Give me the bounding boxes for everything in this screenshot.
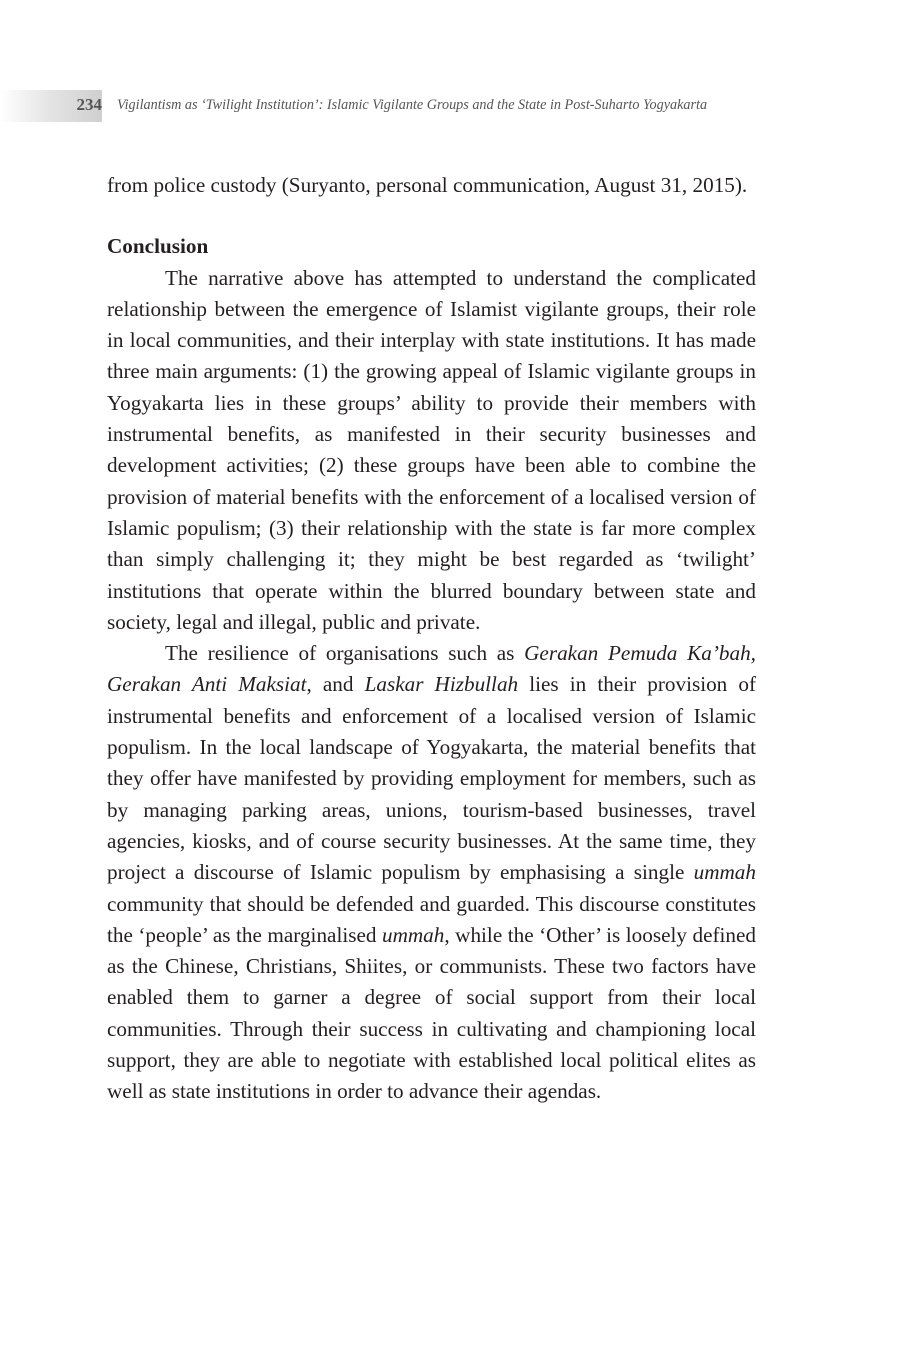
body-text xyxy=(107,170,756,1108)
section-heading: Conclusion xyxy=(107,234,209,259)
paragraph-2-text-3: lies in their provision of instrumental benefits and enforcement of a localised version of Islamic populism. In the local landscape of Yogyakarta, the material benefits that they offer have manifested by providing employment for members, such as by managing parking areas, unions, tourism-based businesses, travel agencies, kiosks, and of course security businesses. At the same time, they project a discourse of Islamic populism by emphasising a single xyxy=(107,672,757,885)
page-number: 234 xyxy=(76,95,102,114)
paragraph-2-text-2: , and xyxy=(306,672,365,697)
paragraph-2-text-1: The resilience of organisations such as xyxy=(165,641,525,666)
paragraph-2-italic-2: Laskar Hizbullah xyxy=(364,672,519,697)
paragraph-2-text-4: community that should be defended and guarded. This discourse constitutes the ‘people’ as the marginalised xyxy=(107,891,756,947)
paragraph-2-italic-1: Gerakan Pemuda Ka’bah, Gerakan Anti Maksiat xyxy=(107,641,756,697)
paragraph-2-italic-3: ummah xyxy=(693,860,756,885)
carryover-paragraph: from police custody (Suryanto, personal communication, August 31, 2015). xyxy=(107,173,748,197)
paragraph-2-italic-4: ummah xyxy=(381,922,445,947)
paragraph-2-text-5: , while the ‘Other’ is loosely defined as the Chinese, Christians, Shiites, or communists. These two factors have enabled them to garner a degree of social support from their local communities. Through their success in cultivating and championing local support, they are able to negotiate with established local political elites as well as state institutions in order to advance their agendas. xyxy=(107,922,757,1104)
paragraph-1: The narrative above has attempted to understand the complicated relationship between the emergence of Islamist vigilante groups, their role in local communities, and their interplay with state institutions. It has made three main arguments: (1) the growing appeal of Islamic vigilante groups in Yogyakarta lies in these groups’ ability to provide their members with instrumental benefits, as manifested in their security businesses and development activities; (2) these groups have been able to combine the provision of material benefits with the enforcement of a localised version of Islamic populism; (3) their relationship with the state is far more complex than simply challenging it; they might be best regarded as ‘twilight’ institutions that operate within the blurred boundary between state and society, legal and illegal, public and private. xyxy=(107,265,756,634)
running-title: Vigilantism as ‘Twilight Institution’: Islamic Vigilante Groups and the State in Post-Suharto Yogyakarta xyxy=(117,97,708,113)
paragraph-2 xyxy=(107,638,756,1107)
